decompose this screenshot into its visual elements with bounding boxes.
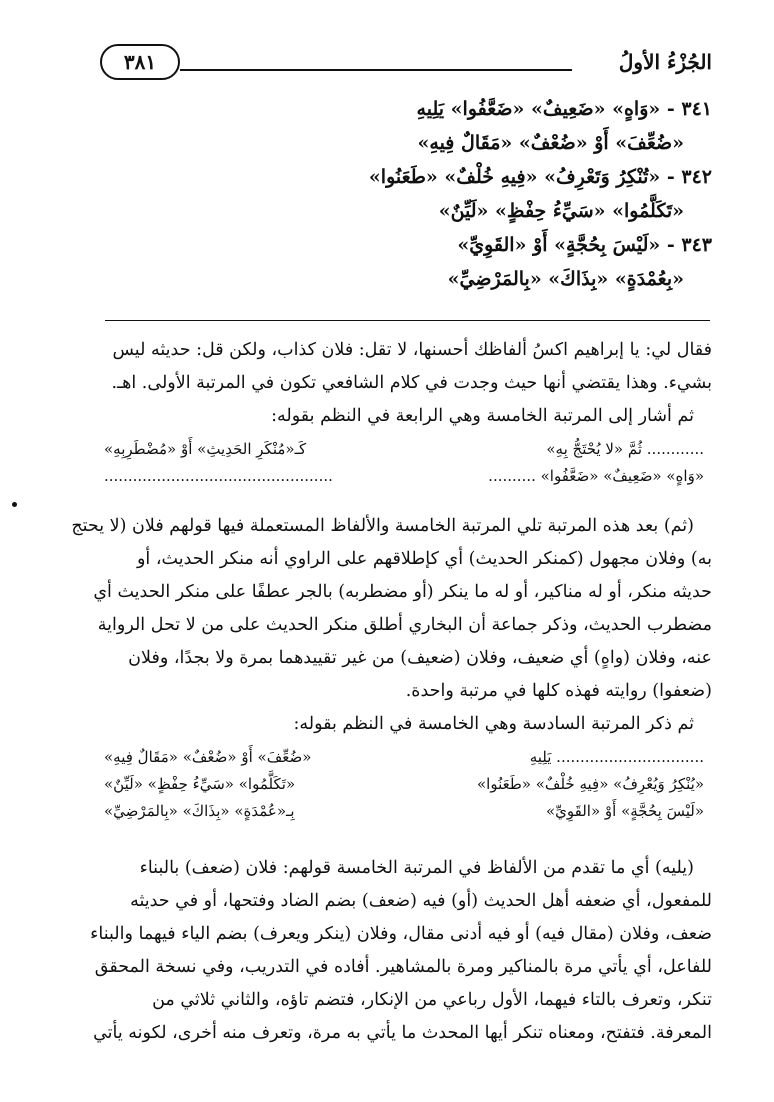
verse-row bbox=[64, 436, 704, 463]
margin-mark bbox=[12, 502, 17, 507]
verse-row bbox=[64, 744, 704, 771]
text-line: ضعف، وفلان (مقال فيه) أو فيه أدنى مقال، وفلان (ينكر ويعرف) بضم الياء فيهما والبناء bbox=[90, 924, 712, 944]
verse-hemistich-right: ............ ثُمَّ «لا يُحْتَجُّ بِهِ» bbox=[546, 440, 704, 458]
verse-hemistich-left: «تَكَلَّمُوا» «سَيِّءُ حِفْظٍ» «لَيِّنٌ» bbox=[104, 775, 296, 793]
paragraph-1 bbox=[60, 334, 712, 433]
verse-block-2 bbox=[64, 744, 704, 825]
poem-line: «ضُعِّفَ» أَوْ «ضُعْفٌ» «مَقَالٌ فِيهِ» bbox=[417, 132, 684, 154]
poem-line: ٣٤١ - «وَاهٍ» «ضَعِيفٌ» «ضَعَّفُوا» يَلِيهِ bbox=[416, 98, 712, 120]
verse-row bbox=[64, 463, 704, 490]
text-line: للمفعول، أي ضعفه أهل الحديث (أو) فيه (ضعف) بضم الضاد وفتحها، أو في حديثه bbox=[130, 891, 712, 911]
verse-hemistich-left: «ضُعِّفَ» أَوْ «ضُعْفٌ» «مَقَالٌ فِيهِ» bbox=[104, 748, 312, 766]
running-title: الجُزْءُ الأولُ bbox=[618, 50, 712, 74]
text-line: به) وفلان مجهول (كمنكر الحديث) أي كإطلاقهم على الراوي أنه منكر الحديث، أو bbox=[136, 549, 712, 569]
text-line: حديثه منكر، أو له مناكير، أو له ما ينكر (أو مضطربه) بالجر عطفًا على منكر الحديث أي bbox=[93, 582, 712, 602]
verse-block-1 bbox=[64, 436, 704, 490]
poem-block bbox=[112, 92, 712, 296]
page-number: ٣٨١ bbox=[100, 44, 180, 80]
text-line: المعرفة. فتفتح، ومعناه تنكر أيها المحدث ما يأتي به مرة، وتعرف منه أخرى، لكونه يأتي bbox=[93, 1023, 712, 1043]
text-line: فقال لي: يا إبراهيم اكسُ ألفاظك أحسنها، لا تقل: فلان كذاب، ولكن قل: حديثه ليس bbox=[112, 340, 712, 360]
text-line: (ثم) بعد هذه المرتبة تلي المرتبة الخامسة والألفاظ المستعملة فيها قولهم فلان (لا يحتج bbox=[71, 516, 694, 536]
poem-line: ٣٤٢ - «تُنْكِرُ وَتَعْرِفُ» «فِيهِ خُلْفٌ» «طَعَنُوا» bbox=[368, 166, 712, 188]
verse-hemistich-right: «يُنْكِرُ وَيُعْرِفُ» «فِيهِ خُلْفٌ» «طَعَنُوا» bbox=[477, 775, 704, 793]
text-line: تنكر، وتعرف بالتاء فيهما، الأول رباعي من الإنكار، فتضم تاؤه، والثاني ثلاثي من bbox=[152, 990, 712, 1010]
verse-hemistich-left: ................................................ bbox=[104, 467, 333, 485]
section-divider bbox=[105, 320, 710, 321]
text-line: عنه، وفلان (واهٍ) أي ضعيف، وفلان (ضعيف) من غير تقييدهما بمرة ولا بجدًا، وفلان bbox=[128, 648, 712, 668]
intro-line: ثم ذكر المرتبة السادسة وهي الخامسة في النظم بقوله: bbox=[293, 714, 694, 734]
poem-line: «بِعُمْدَةٍ» «بِذَاكَ» «بِالمَرْضِيِّ» bbox=[447, 268, 684, 290]
paragraph-3 bbox=[60, 852, 712, 1050]
verse-hemistich-right: «لَيْسَ بِحُجَّةٍ» أَوْ «القَوِيِّ» bbox=[545, 802, 704, 820]
verse-hemistich-left: كَـ«مُنْكَرِ الحَدِيثِ» أَوْ «مُضْطَرِبِهِ» bbox=[104, 440, 307, 458]
text-line: بشيء. وهذا يقتضي أنها حيث وجدت في كلام الشافعي تكون في المرتبة الأولى. اهـ. bbox=[111, 373, 712, 393]
text-line: للفاعل، أي يأتي مرة بالمناكير ومرة بالمشاهير. أفاده في التدريب، وفي نسخة المحقق bbox=[94, 957, 712, 977]
verse-hemistich-left: بِـ«عُمْدَةٍ» «بِذَاكَ» «بِالمَرْضِيِّ» bbox=[104, 802, 295, 820]
poem-line: «تَكَلَّمُوا» «سَيِّءُ حِفْظٍ» «لَيِّنٌ» bbox=[438, 200, 684, 222]
intro-line: ثم أشار إلى المرتبة الخامسة وهي الرابعة في النظم بقوله: bbox=[271, 406, 694, 426]
verse-row bbox=[64, 798, 704, 825]
poem-line: ٣٤٣ - «لَيْسَ بِحُجَّةٍ» أَوْ «القَوِيِّ» bbox=[457, 234, 712, 256]
text-line: مضطرب الحديث، وذكر جماعة أن البخاري أطلق منكر الحديث على من لا تحل الرواية bbox=[97, 615, 712, 635]
page-header bbox=[100, 44, 712, 84]
text-line: (يليه) أي ما تقدم من الألفاظ في المرتبة الخامسة قولهم: فلان (ضعف) بالبناء bbox=[139, 858, 694, 878]
paragraph-2 bbox=[60, 510, 712, 741]
verse-row bbox=[64, 771, 704, 798]
text-line: (ضعفوا) روايته فهذه كلها في مرتبة واحدة. bbox=[405, 681, 712, 701]
verse-hemistich-right: ............................... يَلِيهِ bbox=[529, 748, 704, 766]
verse-hemistich-right: «وَاهٍ» «ضَعِيفٌ» «ضَعَّفُوا» .......... bbox=[488, 467, 704, 485]
header-rule bbox=[180, 69, 572, 71]
